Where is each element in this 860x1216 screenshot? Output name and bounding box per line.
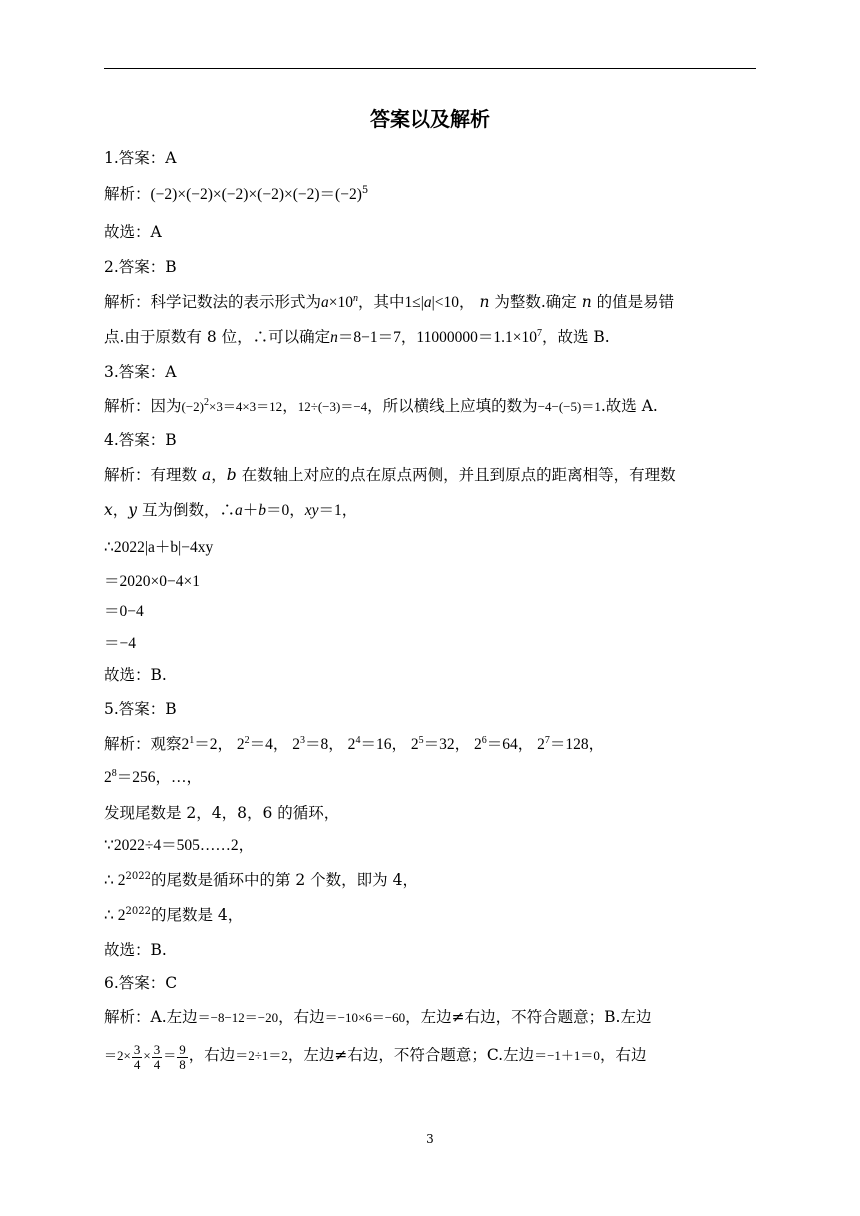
step-4-3: ＝0−4 bbox=[104, 603, 144, 620]
answer-6: 6.答案：C bbox=[104, 974, 178, 992]
analysis-4-line-2: x，y 互为倒数，∴a＋b＝0，xy＝1， bbox=[104, 501, 358, 519]
answer-2: 2.答案：B bbox=[104, 258, 177, 276]
answer-4: 4.答案：B bbox=[104, 431, 177, 449]
analysis-5-observe: 解析：观察$2^1=2$， $2^2=4$， $2^3=8$， $2^4=16$， $2^5=32$， $2^6=64$， $2^7=128$， bbox=[104, 735, 605, 753]
header-rule bbox=[104, 68, 756, 69]
analysis-6-line-1: 解析：A.左边＝−8−12＝−20，右边＝−10×6＝−60，左边≠右边，不符合题意；B.左边 bbox=[104, 1008, 652, 1026]
analysis-5-because: ∵2022÷4＝505……2， bbox=[104, 837, 255, 854]
analysis-2-line-1: 解析：科学记数法的表示形式为$a\times 10^n$，其中1≤|a|<10， n 为整数.确定 n 的值是易错 bbox=[104, 293, 675, 311]
analysis-6-line-2: ＝2× $\frac{3}{4}$ × $\frac{3}{4}$ ＝ $\frac{9}{8}$ ，右边＝2÷1＝2，左边≠右边，不符合题意；C.左边＝−1＋1＝0，右边 bbox=[104, 1041, 647, 1072]
step-4-4: ＝−4 bbox=[104, 635, 136, 652]
analysis-2-line-2: 点.由于原数有 8 位，∴可以确定n＝8−1＝7，$11000000=1.1\times 10^7$，故选 B. bbox=[104, 328, 610, 346]
analysis-1: 解析：$(-2)\times(-2)\times(-2)\times(-2)\times(-2)=(-2)^5$ bbox=[104, 185, 369, 203]
analysis-5-found: 发现尾数是 2，4，8，6 的循环， bbox=[104, 804, 340, 822]
analysis-5-therefore-1: ∴ $2^{2022}$的尾数是循环中的第 2 个数，即为 4， bbox=[104, 871, 418, 889]
conclusion-4: 故选：B. bbox=[104, 666, 167, 684]
answer-5: 5.答案：B bbox=[104, 700, 177, 718]
page-number: 3 bbox=[426, 1132, 434, 1146]
analysis-4-line-1: 解析：有理数 a，b 在数轴上对应的点在原点两侧，并且到原点的距离相等，有理数 bbox=[104, 466, 676, 484]
conclusion-1: 故选：A bbox=[104, 223, 162, 241]
page-title: 答案以及解析 bbox=[370, 107, 490, 131]
answer-3: 3.答案：A bbox=[104, 363, 177, 381]
answer-1: 1.答案：A bbox=[104, 149, 177, 167]
conclusion-5: 故选：B. bbox=[104, 941, 167, 959]
step-4-2: ＝2020×0−4×1 bbox=[104, 573, 200, 590]
analysis-5-cont: $2^8=256$，…， bbox=[104, 768, 203, 786]
analysis-3: 解析：因为$(-2)^2\times 3=4\times 3=12$，12÷(−3)＝−4，所以横线上应填的数为−4−(−5)＝1.故选 A. bbox=[104, 397, 658, 415]
step-4-1: ∴2022|a＋b|−4xy bbox=[104, 539, 214, 556]
analysis-5-therefore-2: ∴ $2^{2022}$的尾数是 4， bbox=[104, 906, 244, 924]
